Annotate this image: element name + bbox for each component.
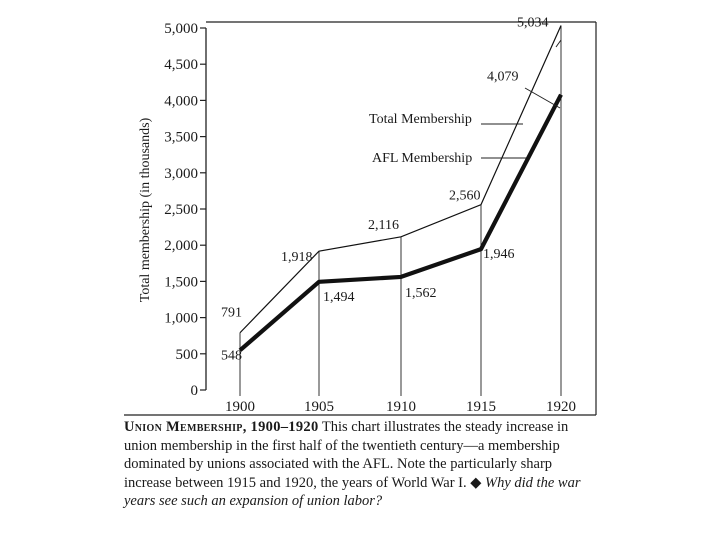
y-tick-label: 3,500 [164,129,198,146]
afl-data-label: 1,562 [405,285,437,301]
afl-label-leader [525,88,560,108]
x-tick-label: 1900 [225,399,255,415]
afl-data-label: 4,079 [487,69,519,85]
y-tick-label: 1,500 [164,274,198,291]
y-tick-label: 4,000 [164,93,198,110]
legend-total-membership: Total Membership [369,112,472,127]
y-tick-label: 2,000 [164,238,198,255]
caption-question: Why did the war years see such an expansion of union labor? [124,474,581,509]
total-data-label: 791 [221,305,242,321]
legend-afl-membership: AFL Membership [372,151,473,166]
caption-question-icon: ◆ [470,474,486,491]
total-label-leader [556,40,561,47]
y-tick-label: 5,000 [164,21,198,37]
y-tick-label: 4,500 [164,57,198,74]
afl-data-label: 1,946 [483,247,515,263]
x-tick-label: 1910 [386,399,416,415]
y-tick-label: 1,000 [164,310,198,327]
caption-title: Union Membership, 1900–1920 [124,419,319,435]
total-data-label: 2,560 [449,188,481,204]
x-tick-label: 1905 [304,399,334,415]
total-data-label: 2,116 [368,217,399,233]
chart-caption [124,418,594,511]
y-axis-title: Total membership (in thousands) [138,117,153,303]
y-tick-label: 500 [175,346,198,363]
x-tick-label: 1915 [466,399,496,415]
afl-data-label: 1,494 [323,289,355,305]
total-data-label: 5,034 [517,15,549,31]
y-tick-label: 0 [190,383,198,399]
y-tick-label: 3,000 [164,165,198,182]
afl-data-label: 548 [221,348,242,364]
total-data-label: 1,918 [281,250,313,266]
caption-body: This chart illustrates the steady increase in union membership in the first half of the twentieth century—a membership dominated by unions associated with the AFL. Note the particularly sharp increase between 1915 and 1920, the years of World War I. [124,419,569,491]
y-tick-label: 2,500 [164,202,198,218]
x-tick-label: 1920 [546,399,576,415]
